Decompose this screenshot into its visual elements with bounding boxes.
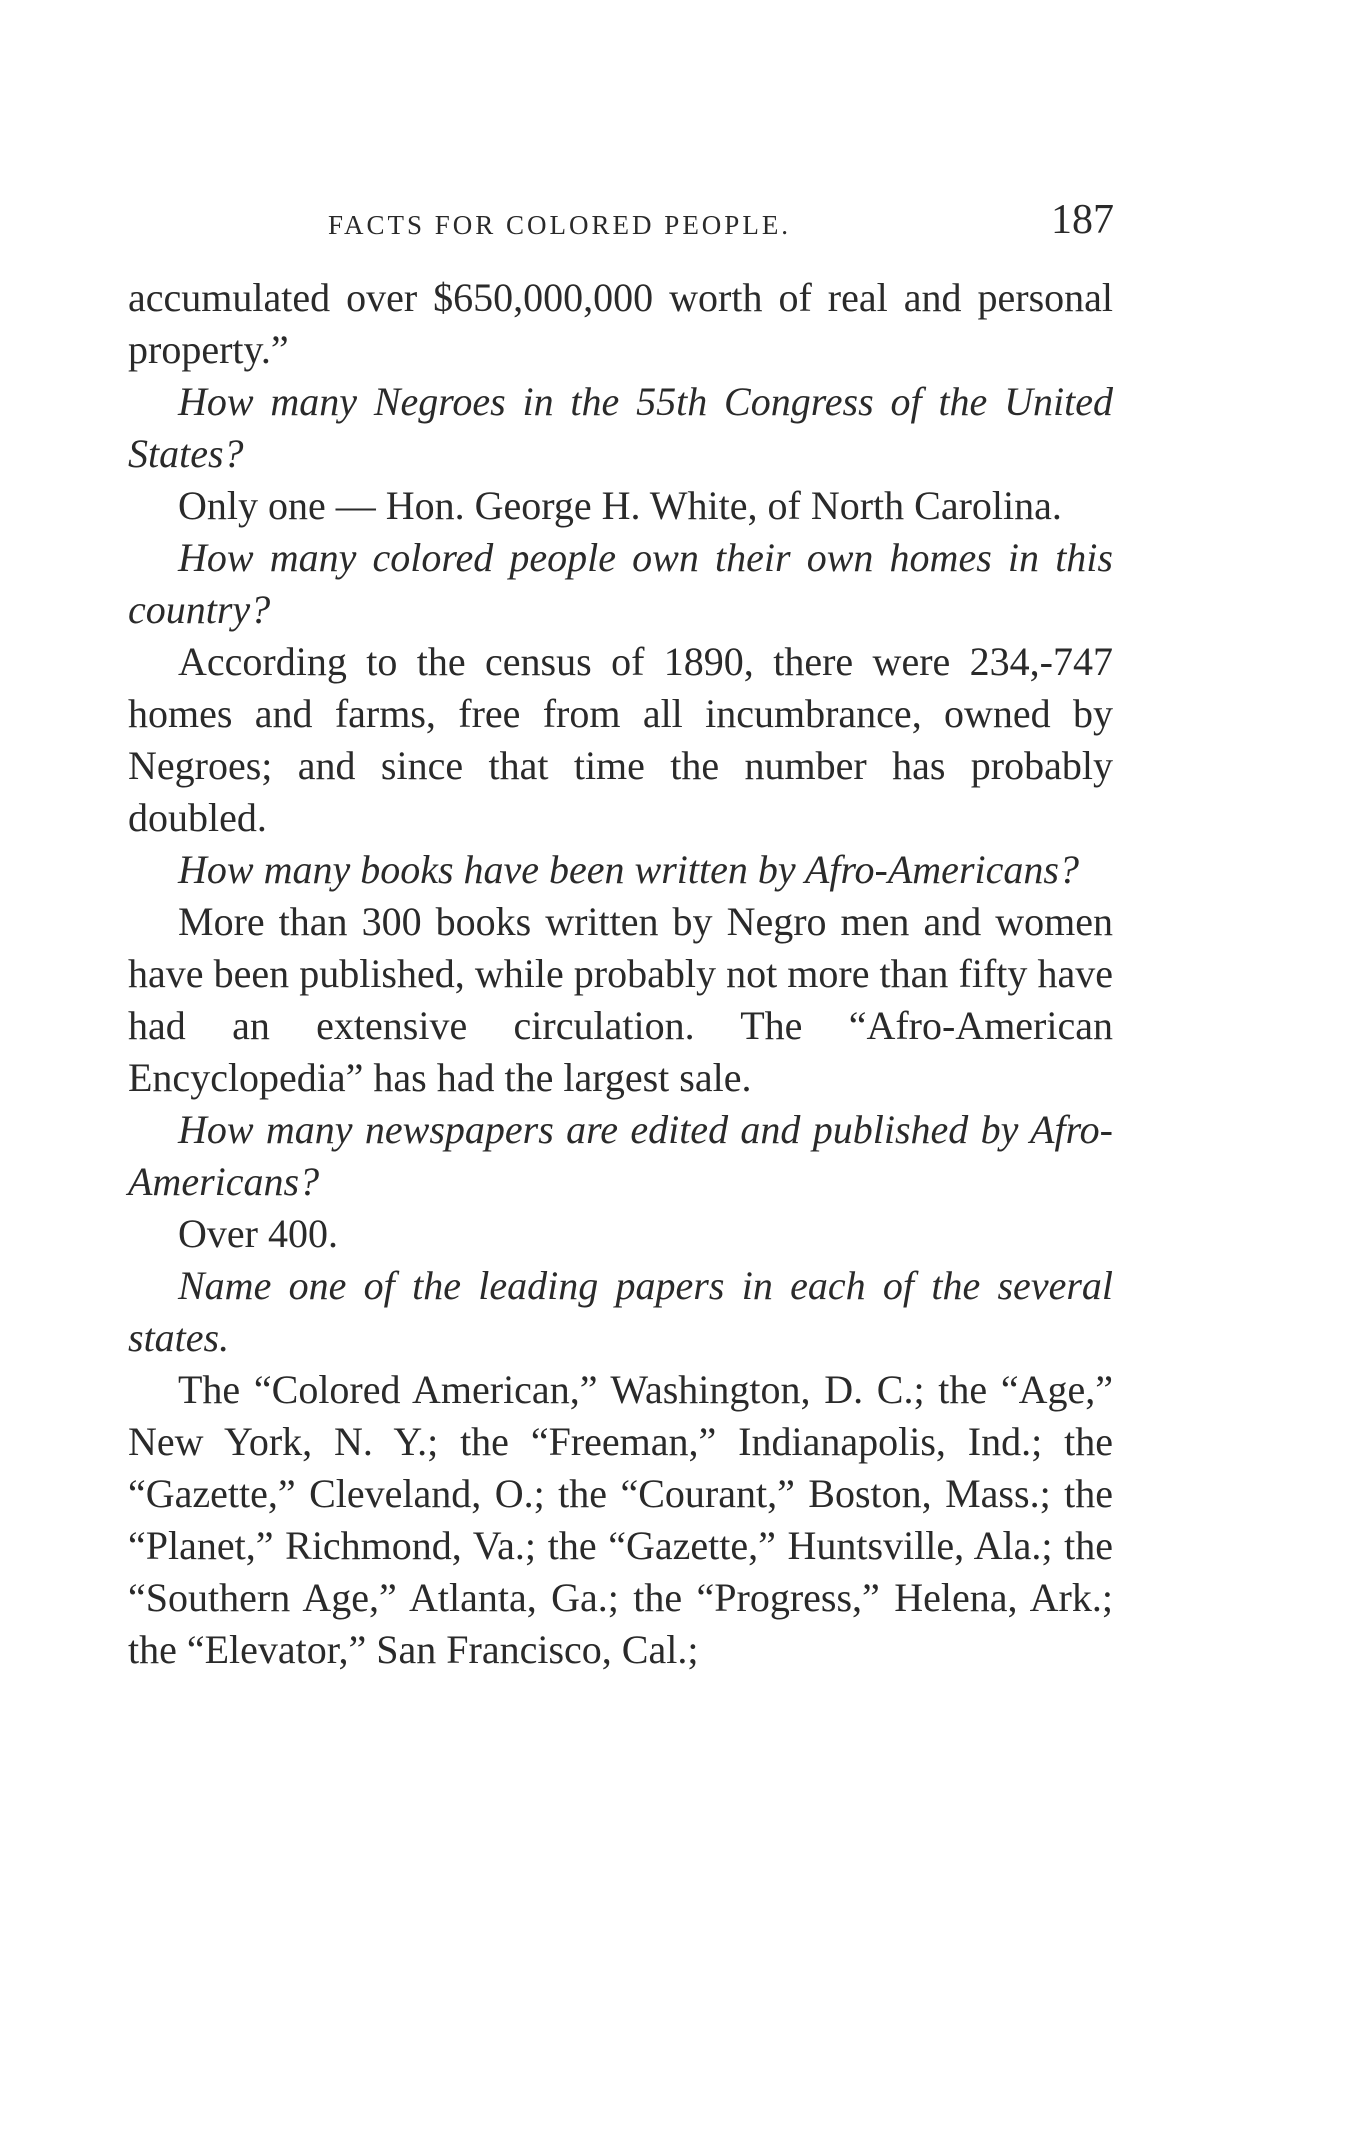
body-text — [128, 272, 1113, 1676]
answer-homes: According to the census of 1890, there were 234,-747 homes and farms, free from all incumbrance, owned by Negroes; and since that time the number has probably doubled. — [128, 639, 1113, 840]
answer-books: More than 300 books written by Negro men and women have been published, while probably not more than fifty have had an extensive circulation. The “Afro-American Encyclopedia” has had the largest sale. — [128, 899, 1113, 1100]
answer-newspapers: Over 400. — [178, 1211, 338, 1256]
question-congress: How many Negroes in the 55th Congress of the United States? — [128, 379, 1113, 476]
running-title: FACTS FOR COLORED PEOPLE. — [328, 210, 792, 240]
question-newspapers: How many newspapers are edited and published by Afro-Americans? — [128, 1107, 1113, 1204]
running-head — [128, 196, 1118, 256]
answer-congress: Only one — Hon. George H. White, of North Carolina. — [178, 483, 1062, 528]
question-books: How many books have been written by Afro-Americans? — [178, 847, 1079, 892]
page-number: 187 — [1051, 197, 1114, 243]
question-homes: How many colored people own their own homes in this country? — [128, 535, 1113, 632]
answer-continuation: accumulated over $650,000,000 worth of real and personal property.” — [128, 275, 1113, 372]
question-leading-papers: Name one of the leading papers in each of the several states. — [128, 1263, 1113, 1360]
answer-leading-papers: The “Colored American,” Washington, D. C.; the “Age,” New York, N. Y.; the “Freeman,” Indianapolis, Ind.; the “Gazette,” Cleveland, O.; the “Courant,” Boston, Mass.; the “Planet,” Richmond, Va.; the “Gazette,” Huntsville, Ala.; the “Southern Age,” Atlanta, Ga.; the “Progress,” Helena, Ark.; the “Elevator,” San Francisco, Cal.; — [128, 1367, 1113, 1672]
